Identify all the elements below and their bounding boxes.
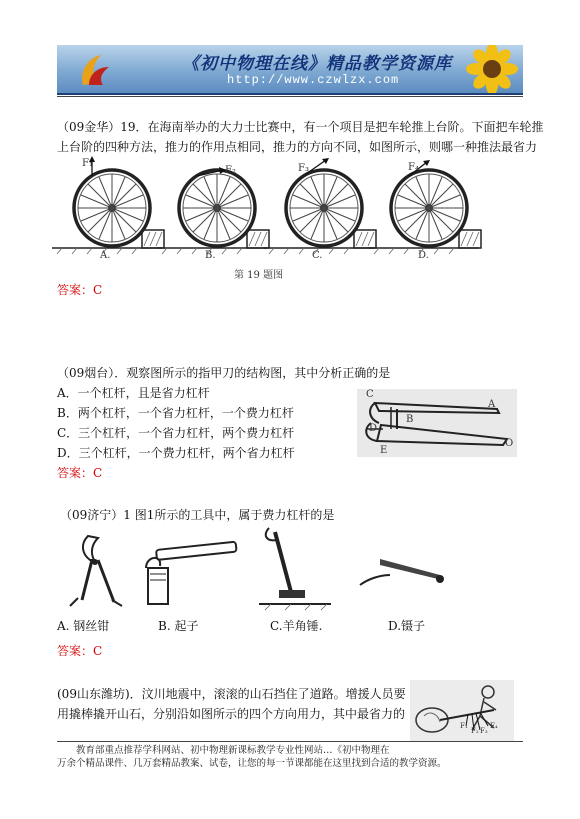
sunflower-icon [462, 45, 522, 93]
header-banner [57, 45, 523, 95]
force-label-f1: F₁ [82, 158, 93, 169]
q2-answer: 答案：C [57, 466, 103, 480]
tweezers-figure [350, 545, 450, 595]
force-label-f2: F₂ [225, 165, 236, 176]
clipper-label-c: C [366, 389, 374, 400]
q4-stem-line1: (09山东潍坊)．汶川地震中，滚滚的山石挡住了道路。增援人员要 [57, 687, 406, 701]
header-rule [57, 96, 523, 97]
footer-line1: 教育部重点推荐学科网站、初中物理新课标教学专业性网站…《初中物理在 [76, 745, 390, 756]
crowbar-label-f1: F₁ [460, 722, 468, 730]
wheel-c [264, 158, 376, 254]
tool-label-a: A. 钢丝钳 [57, 619, 110, 633]
q2-option-c: C．三个杠杆，一个省力杠杆，两个费力杠杆 [57, 426, 295, 440]
pliers-figure [58, 530, 138, 610]
clipper-label-e: E [380, 445, 388, 456]
option-label-b: B. [205, 250, 216, 261]
clipper-label-o: O [505, 438, 514, 449]
crowbar-label-f4: F₄ [490, 722, 498, 730]
force-label-f4: F₄ [408, 162, 419, 173]
q2-option-b: B．两个杠杆，一个省力杠杆，一个费力杠杆 [57, 406, 294, 420]
q1-figure-caption: 第 19 题图 [234, 270, 284, 281]
clipper-label-b: B [406, 414, 414, 425]
q2-option-d: D．三个杠杆，一个费力杠杆，两个省力杠杆 [57, 446, 295, 460]
q3-stem: （09济宁）1 图1所示的工具中，属于费力杠杆的是 [60, 508, 335, 522]
tool-label-b: B. 起子 [158, 619, 199, 633]
claw-hammer-figure [255, 528, 335, 614]
wheel-b [157, 167, 269, 254]
crowbar-label-f3: F₃ [480, 727, 488, 735]
tool-label-d: D.镊子 [388, 619, 426, 633]
banner-url[interactable]: http://www.czwlzx.com [227, 73, 400, 87]
tool-label-c: C.羊角锤. [270, 619, 323, 633]
clipper-label-a: A [488, 399, 496, 410]
q1-stem-line2: 上台阶的四种方法，推力的作用点相同，推力的方向不同，如图所示，则哪一种推法最省力 [57, 140, 538, 154]
footer-rule [57, 741, 523, 742]
banner-title: 《初中物理在线》精品教学资源库 [182, 54, 452, 74]
q2-stem: （09烟台）．观察图所示的指甲刀的结构图，其中分析正确的是 [57, 366, 391, 380]
crowbar-label-f2: F₂ [471, 727, 479, 735]
crowbar-figure [410, 680, 514, 742]
q1-answer: 答案：C [57, 283, 103, 297]
footer-line2: 万余个精品课件、几万套精品教案、试卷，让您的每一节课都能在这里找到合适的教学资源。 [57, 758, 447, 769]
q1-stem-line1: （09金华）19．在海南举办的大力士比赛中，有一个项目是把车轮推上台阶。下面把车轮推 [57, 120, 544, 134]
clipper-label-d: D [369, 423, 378, 434]
q3-answer: 答案：C [57, 644, 103, 658]
option-label-a: A. [100, 250, 111, 261]
site-logo-icon [75, 49, 115, 89]
q2-option-a: A．一个杠杆，且是省力杠杆 [57, 386, 210, 400]
force-label-f3: F₃ [298, 163, 309, 174]
wheel-a [52, 156, 164, 254]
option-label-c: C. [312, 250, 323, 261]
q4-stem-line2: 用撬棒撬开山石，分别沿如图所示的四个方向用力，其中最省力的 [57, 707, 406, 721]
bottle-opener-figure [138, 544, 238, 604]
wheel-d [369, 160, 481, 254]
option-label-d: D. [418, 250, 429, 261]
